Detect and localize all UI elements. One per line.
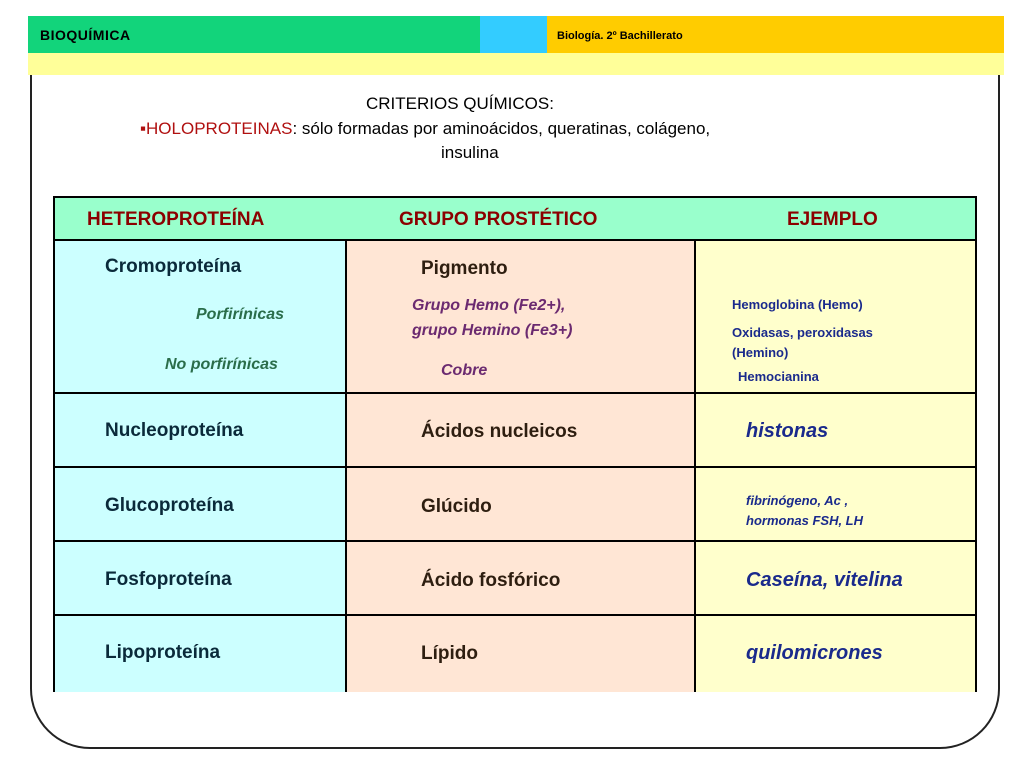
example-caseina: Caseína, vitelina <box>746 569 903 591</box>
header-right-title: Biología. 2º Bachillerato <box>557 30 683 42</box>
header-ejemplo: EJEMPLO <box>787 209 878 230</box>
example-histonas: histonas <box>746 420 829 442</box>
row-divider <box>55 466 975 468</box>
row-name-nucleoproteina: Nucleoproteína <box>105 420 244 441</box>
header-cyan-band <box>480 16 547 53</box>
criteria-title: CRITERIOS QUÍMICOS: <box>366 94 554 113</box>
row-name-glucoproteina: Glucoproteína <box>105 495 234 516</box>
group-cobre: Cobre <box>441 362 488 379</box>
row-divider <box>55 392 975 394</box>
row-name-fosfoproteina: Fosfoproteína <box>105 569 232 590</box>
criteria-line <box>140 119 710 139</box>
heteroprotein-table <box>53 196 977 692</box>
criteria-text: : sólo formadas por aminoácidos, queratinas, colágeno, <box>292 119 711 138</box>
sub-porfirinicas: Porfirínicas <box>196 306 285 323</box>
example-fibrinogeno-line1: fibrinógeno, Ac , <box>746 493 849 508</box>
example-fibrinogeno-line2: hormonas FSH, LH <box>746 513 864 528</box>
group-lipido: Lípido <box>421 643 478 664</box>
group-glucido: Glúcido <box>421 496 492 517</box>
header-grupo-prostetico: GRUPO PROSTÉTICO <box>399 209 598 230</box>
bullet-icon: ▪ <box>140 119 147 138</box>
header-heteroproteina: HETEROPROTEÍNA <box>87 209 265 230</box>
group-acido-fosforico: Ácido fosfórico <box>421 570 561 591</box>
holoproteinas-term: HOLOPROTEINAS <box>146 119 293 138</box>
group-hemo-line1: Grupo Hemo (Fe2+), <box>412 297 566 314</box>
example-hemocianina: Hemocianina <box>738 369 819 384</box>
sub-no-porfirinicas: No porfirínicas <box>165 356 278 373</box>
row-divider <box>55 540 975 542</box>
row-divider <box>55 614 975 616</box>
criteria-text-continued: insulina <box>441 143 499 162</box>
example-oxidasas-line1: Oxidasas, peroxidasas <box>732 325 873 340</box>
header-left-title: BIOQUÍMICA <box>40 27 131 43</box>
row-name-lipoproteina: Lipoproteína <box>105 642 221 663</box>
table-header-row <box>55 198 975 241</box>
group-hemo-line2: grupo Hemino (Fe3+) <box>412 322 573 339</box>
example-quilomicrones: quilomicrones <box>746 642 883 664</box>
example-hemoglobina: Hemoglobina (Hemo) <box>732 297 863 312</box>
example-oxidasas-line2: (Hemino) <box>732 345 789 360</box>
group-acidos-nucleicos: Ácidos nucleicos <box>421 421 578 442</box>
row-name-cromoproteina: Cromoproteína <box>105 256 242 277</box>
group-pigmento: Pigmento <box>421 258 508 279</box>
header-lower-band <box>28 53 1004 75</box>
